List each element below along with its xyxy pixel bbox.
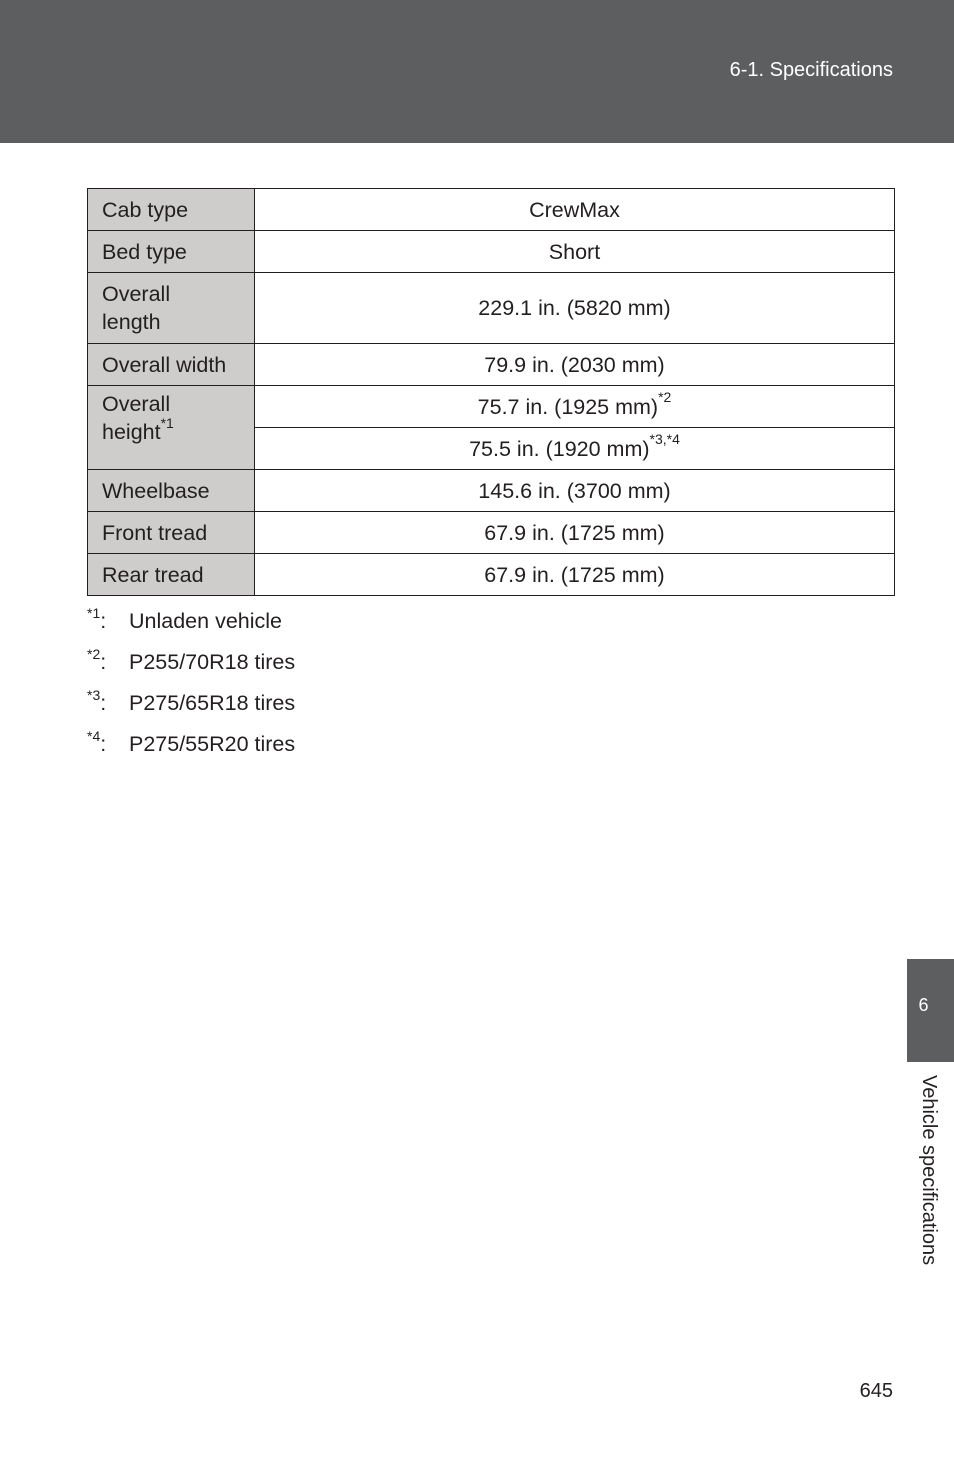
- footnote: [87, 645, 295, 686]
- footnote-text: P255/70R18 tires: [129, 650, 296, 674]
- row-value-text: CrewMax: [529, 197, 620, 222]
- table-row: [88, 512, 895, 554]
- row-value: [255, 386, 895, 428]
- table-row: [88, 554, 895, 596]
- row-label: [88, 512, 255, 554]
- footnote-mark: $^{*1}$:: [87, 604, 107, 633]
- row-value: [255, 470, 895, 512]
- footnote: [87, 727, 295, 768]
- row-label-line1: Overall: [102, 392, 171, 416]
- row-value-text: 75.5 in. (1920 mm): [469, 436, 650, 461]
- row-label: [88, 189, 255, 231]
- footnotes: [87, 604, 295, 768]
- row-label: [88, 344, 255, 386]
- row-label-text: Bed type: [102, 239, 187, 264]
- table-row: [88, 189, 895, 231]
- footnote-mark-text: *4: [87, 727, 101, 744]
- row-value: [255, 428, 895, 470]
- row-label: [88, 470, 255, 512]
- footnote-reference: *1: [160, 414, 174, 431]
- row-label-line2: length: [102, 310, 161, 334]
- row-label-text: Cab type: [102, 197, 189, 222]
- footnote-reference: *3,*4: [649, 431, 680, 448]
- row-label-text: Front tread: [102, 520, 208, 545]
- row-label-text: Wheelbase: [102, 478, 210, 503]
- row-value-text: 229.1 in. (5820 mm): [478, 296, 671, 320]
- row-label: [88, 554, 255, 596]
- footnote: [87, 604, 295, 645]
- footnote-text: P275/65R18 tires: [129, 691, 296, 715]
- section-title: 6-1. Specifications: [729, 59, 893, 81]
- footnote-text: P275/55R20 tires: [129, 732, 296, 756]
- table-row: [88, 273, 895, 344]
- row-label: [88, 386, 255, 470]
- chapter-title: Vehicle specifications: [918, 1075, 940, 1266]
- row-value-text: 67.9 in. (1725 mm): [484, 520, 665, 545]
- table-row: [88, 344, 895, 386]
- table-row: [88, 231, 895, 273]
- footnote-mark: $^{*3}$:: [87, 686, 107, 715]
- row-value-text: 79.9 in. (2030 mm): [484, 352, 665, 377]
- row-value-text: 145.6 in. (3700 mm): [478, 478, 671, 503]
- row-value: [255, 189, 895, 231]
- row-value: [255, 231, 895, 273]
- row-label-text: Overall width: [102, 352, 227, 377]
- table-row: [88, 470, 895, 512]
- footnote-reference: *2: [658, 389, 672, 406]
- chapter-title-vertical: [916, 1075, 940, 1285]
- footnote-mark: $^{*4}$:: [87, 727, 107, 756]
- row-value: [255, 273, 895, 344]
- row-value: [255, 554, 895, 596]
- chapter-tab: [907, 959, 954, 1062]
- row-value-text: Short: [548, 239, 601, 264]
- row-label-text: Rear tread: [102, 562, 204, 587]
- footnote-mark-text: *2: [87, 645, 101, 662]
- row-label-line2: height: [102, 420, 161, 444]
- page-number: 645: [859, 1380, 893, 1402]
- footnote-mark-text: *3: [87, 686, 101, 703]
- row-value-text: 67.9 in. (1725 mm): [484, 562, 665, 587]
- row-value-text: 75.7 in. (1925 mm): [477, 394, 659, 419]
- row-label: [88, 273, 255, 344]
- row-label-line1: Overall: [102, 282, 171, 306]
- footnote-text: Unladen vehicle: [129, 609, 282, 633]
- specifications-table: [87, 188, 895, 596]
- footnote-mark: $^{*2}$:: [87, 645, 107, 674]
- row-value: [255, 512, 895, 554]
- footnote-mark-text: *1: [87, 604, 101, 621]
- footnote: [87, 686, 295, 727]
- table-row: [88, 386, 895, 428]
- row-value: [255, 344, 895, 386]
- row-label: [88, 231, 255, 273]
- chapter-number: 6: [918, 995, 929, 1015]
